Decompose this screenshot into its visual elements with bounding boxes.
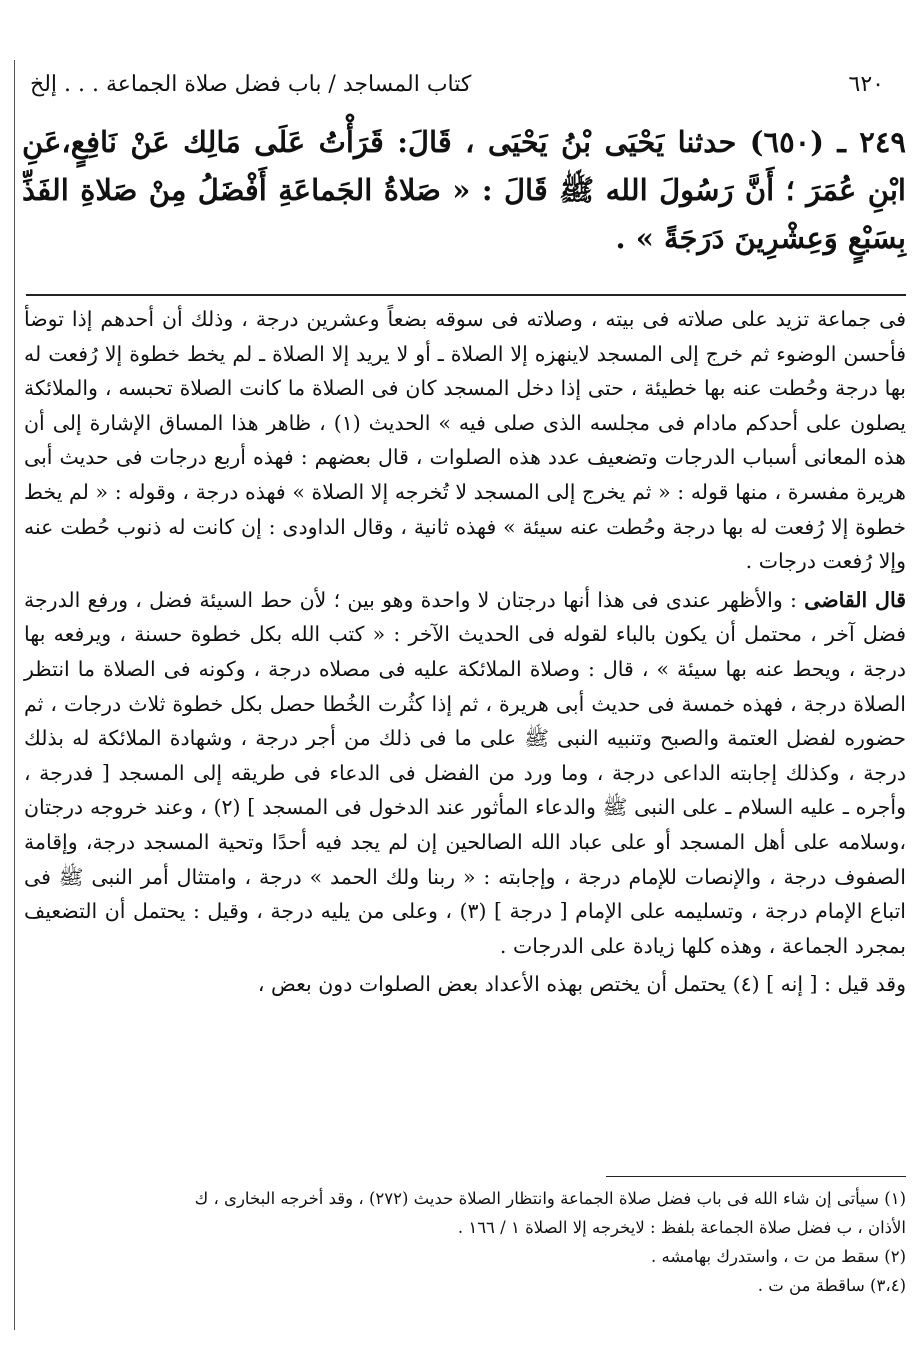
footnote-2: (٢) سقط من ت ، واستدرك بهامشه . <box>650 1247 906 1266</box>
page-header <box>30 68 884 108</box>
commentary-paragraph-1: فى جماعة تزيد على صلاته فى بيته ، وصلاته فى سوقه بضعاً وعشرين درجة ، وذلك أن أحدهم إذا توضأ فأحسن الوضوء ثم خرج إلى المسجد لاينهزه إلا الصلاة ـ أو لا يريد إلا الصلاة ـ لم يخط خطوة إلا رُفعت له بها درجة وحُطت عنه بها خطيئة ، حتى إذا دخل المسجد كان فى الصلاة ما كانت الصلاة تحبسه ، والملائكة يصلون على أحدكم مادام فى مجلسه الذى صلى فيه » الحديث (١) ، ظاهر هذا المساق الإشارة إلى أن هذه المعانى أسباب الدرجات وتضعيف عدد هذه الصلوات ، قال بعضهم : فهذه أربع درجات فى حديث أبى هريرة مفسرة ، منها قوله : « ثم يخرج إلى المسجد لا تُخرجه إلا الصلاة » فهذه درجة ، وقوله : « لم يخط خطوة إلا رُفعت له بها درجة وحُطت عنه سيئة » فهذه ثانية ، وقال الداودى : إن كانت له ذنوب حُطت عنه وإلا رُفعت درجات . <box>24 307 906 574</box>
footnote-1-line-2: الأذان ، ب فضل صلاة الجماعة بلفظ : لايخرجه إلا الصلاة ١ / ١٦٦ . <box>457 1218 906 1237</box>
left-margin-rule <box>14 60 15 1330</box>
text-separator-rule <box>26 294 906 296</box>
footnotes <box>22 1184 906 1300</box>
page-number: ٦٢٠ <box>848 72 884 97</box>
footnote-separator-rule <box>606 1176 906 1177</box>
commentary-lead: قال القاضى <box>804 587 906 612</box>
commentary-paragraph-2-body: : والأظهر عندى فى هذا أنها درجتان لا واحدة وهو بين ؛ لأن حط السيئة فضل ، ورفع الدرجة فضل آخر ، محتمل أن يكون بالباء لقوله فى الحديث الآخر : « كتب الله بكل خطوة حسنة ، ويرفعه بها درجة ، ويحط عنه بها سيئة » ، قال : وصلاة الملائكة عليه فى مصلاه درجة ، وكونه فى الصلاة ما انتظر الصلاة درجة ، فهذه خمسة فى حديث أبى هريرة ، ثم إذا كثُرت الخُطا حصل بكل خطوة ثلاث درجات ، ثم حضوره لفضل العتمة والصبح وتنبيه النبى ﷺ على ما فى ذلك من أجر درجة ، وشهادة الملائكة له بذلك درجة ، وكذلك إجابته الداعى درجة ، وما ورد من الفضل فى الدعاء فى طريقه إلى المسجد [ فدرجة ، وأجره ـ عليه السلام ـ على النبى ﷺ والدعاء المأثور عند الدخول فى المسجد ] (٢) ، وعند خروجه درجتان ،وسلامه على أهل المسجد أو على عباد الله الصالحين إن لم يجد فيه أحدًا وتحية المسجد درجة، وإقامة الصفوف درجة ، والإنصات للإمام درجة ، وإجابته : « ربنا ولك الحمد » درجة ، وامتثال أمر النبى ﷺ فى اتباع الإمام درجة ، وتسليمه على الإمام [ درجة ] (٣) ، وعلى من يليه درجة ، وقيل : يحتمل أن التضعيف بمجرد الجماعة ، وهذه كلها زيادة على الدرجات . <box>24 587 906 958</box>
footnote-1-line-1: (١) سيأتى إن شاء الله فى باب فضل صلاة الجماعة وانتظار الصلاة حديث (٢٧٢) ، وقد أخرجه البخارى ، ك <box>194 1189 906 1208</box>
footnote-3: (٣،٤) ساقطة من ت . <box>757 1276 906 1295</box>
hadith-text: ٢٤٩ ـ (٦٥٠) حدثنا يَحْيَى بْنُ يَحْيَى ، قَالَ: قَرَأْتُ عَلَى مَالِك عَنْ نَافِعٍ،عَنِ ابْنِ عُمَرَ ؛ أَنَّ رَسُولَ الله ﷺ قَالَ : « صَلاةُ الجَماعَةِ أَفْضَلُ مِنْ صَلاةِ الفَذِّ بِسَبْعٍ وَعِشْرِينَ دَرَجَةً » . <box>22 125 906 255</box>
running-title: كتاب المساجد / باب فضل صلاة الجماعة . . . إلخ <box>30 72 472 97</box>
commentary <box>24 302 906 1006</box>
commentary-paragraph-3: وقد قيل : [ إنه ] (٤) يحتمل أن يختص بهذه الأعداد بعض الصلوات دون بعض ، <box>257 972 906 997</box>
commentary-paragraph-2 <box>24 583 906 964</box>
